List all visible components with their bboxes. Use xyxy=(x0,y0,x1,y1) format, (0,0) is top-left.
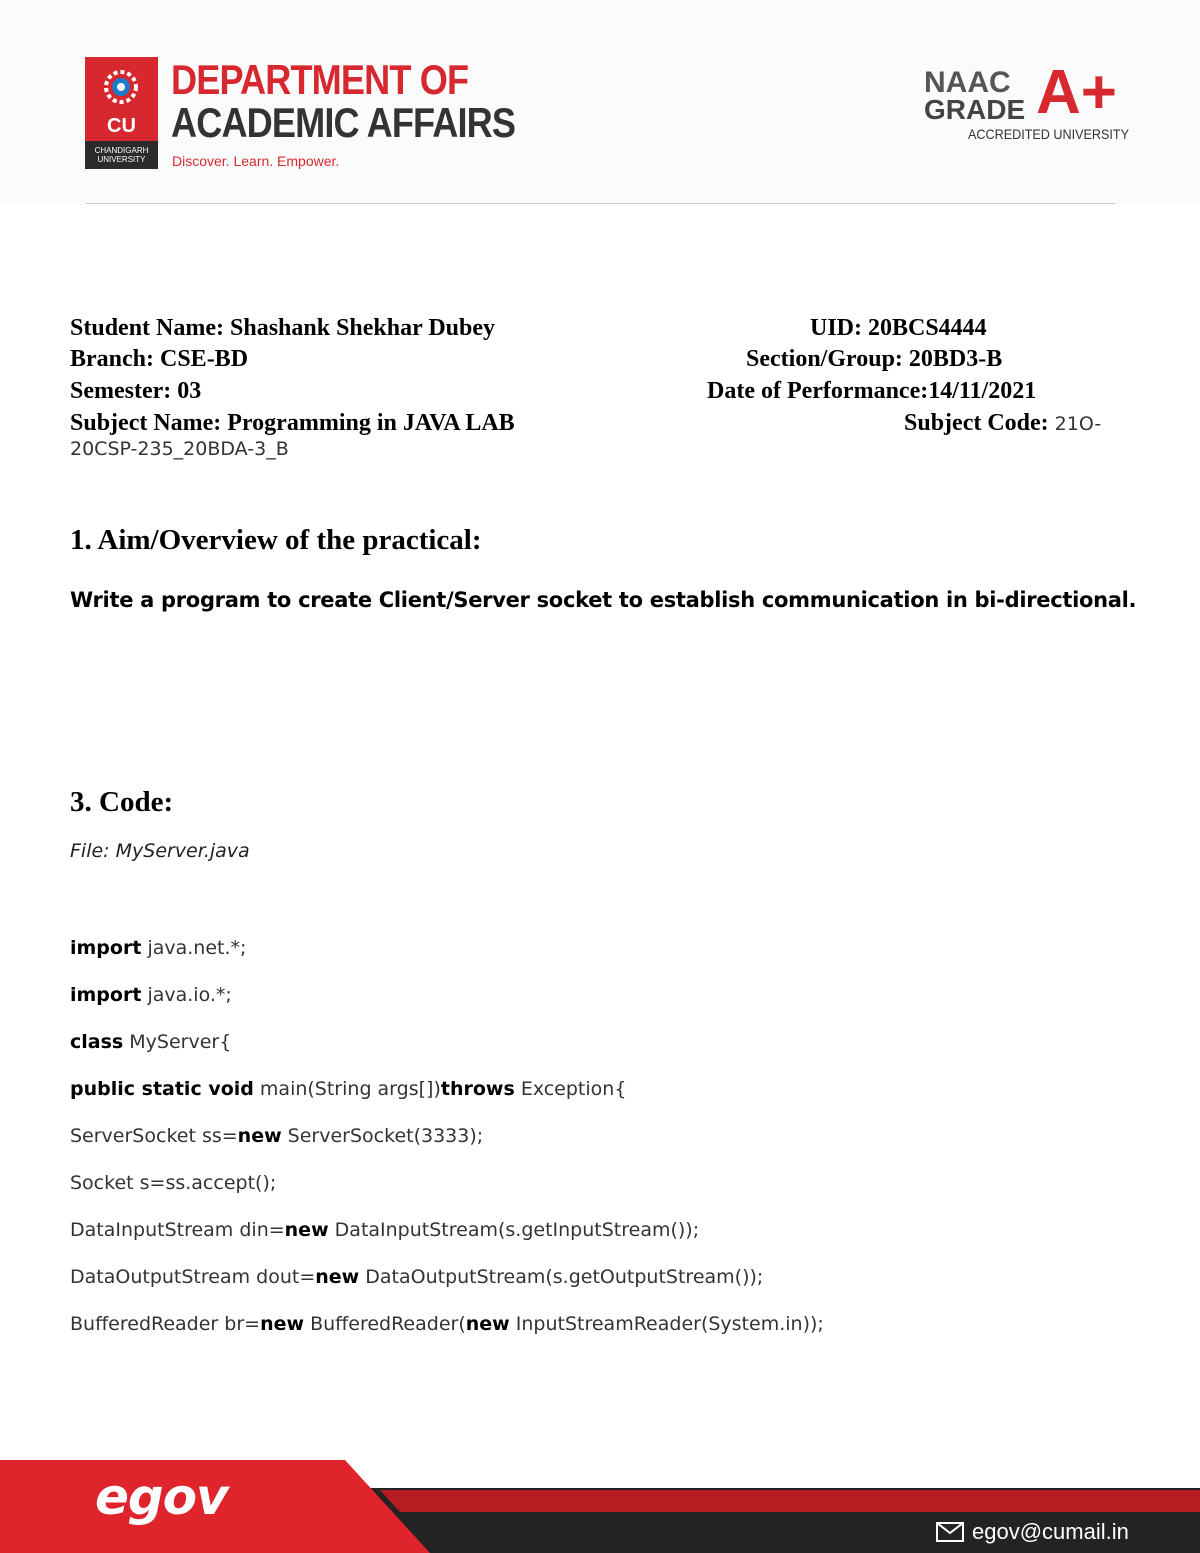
aim-heading: 1. Aim/Overview of the practical: xyxy=(70,524,482,556)
cu-logo xyxy=(85,57,158,169)
department-title-line1: DEPARTMENT OF xyxy=(171,56,469,103)
code-line: Socket s=ss.accept(); xyxy=(70,1172,277,1194)
file-label: File: MyServer.java xyxy=(70,840,250,862)
subject-code-value: 21O- xyxy=(1054,413,1102,435)
code-line: import java.net.*; xyxy=(70,937,247,959)
mail-icon xyxy=(936,1522,964,1542)
grade-label: GRADE xyxy=(924,94,1026,125)
tagline: Discover. Learn. Empower. xyxy=(172,153,340,169)
semester: Semester: 03 xyxy=(70,378,202,404)
code-heading: 3. Code: xyxy=(70,786,174,818)
letterhead xyxy=(0,0,1200,205)
logo-subtext: CHANDIGARH UNIVERSITY xyxy=(85,141,158,169)
code-line: public static void main(String args[])throws Exception{ xyxy=(70,1078,627,1100)
naac-label: NAAC xyxy=(924,66,1011,99)
code-line: BufferedReader br=new BufferedReader(new InputStreamReader(System.in)); xyxy=(70,1313,824,1335)
subject-code-label: Subject Code: xyxy=(904,410,1049,436)
section-group: Section/Group: 20BD3-B xyxy=(746,346,1003,372)
department-title-line2: ACADEMIC AFFAIRS xyxy=(171,99,516,146)
grade-value: A+ xyxy=(1036,58,1117,127)
code-line: DataOutputStream dout=new DataOutputStream(s.getOutputStream()); xyxy=(70,1266,764,1288)
code-line: ServerSocket ss=new ServerSocket(3333); xyxy=(70,1125,484,1147)
code-line: import java.io.*; xyxy=(70,984,232,1006)
aim-text: Write a program to create Client/Server socket to establish communication in bi-directional. xyxy=(70,588,1137,612)
subject-name: Subject Name: Programming in JAVA LAB xyxy=(70,410,515,436)
egov-brand: egov xyxy=(95,1468,228,1526)
subject-code xyxy=(904,409,1101,438)
gear-emblem-icon xyxy=(99,65,143,109)
student-name: Student Name: Shashank Shekhar Dubey xyxy=(70,315,496,341)
branch: Branch: CSE-BD xyxy=(70,346,249,372)
code-line: class MyServer{ xyxy=(70,1031,232,1053)
logo-text: CU xyxy=(107,115,136,137)
footer-email[interactable]: egov@cumail.in xyxy=(972,1519,1129,1544)
header-divider xyxy=(86,203,1115,204)
subject-code-continued: 20CSP-235_20BDA-3_B xyxy=(70,438,289,460)
naac-badge xyxy=(924,58,1130,146)
date-of-performance: Date of Performance:14/11/2021 xyxy=(707,378,1037,404)
accreditation-label: ACCREDITED UNIVERSITY xyxy=(968,126,1130,142)
uid: UID: 20BCS4444 xyxy=(810,315,987,341)
code-line: DataInputStream din=new DataInputStream(s.getInputStream()); xyxy=(70,1219,700,1241)
